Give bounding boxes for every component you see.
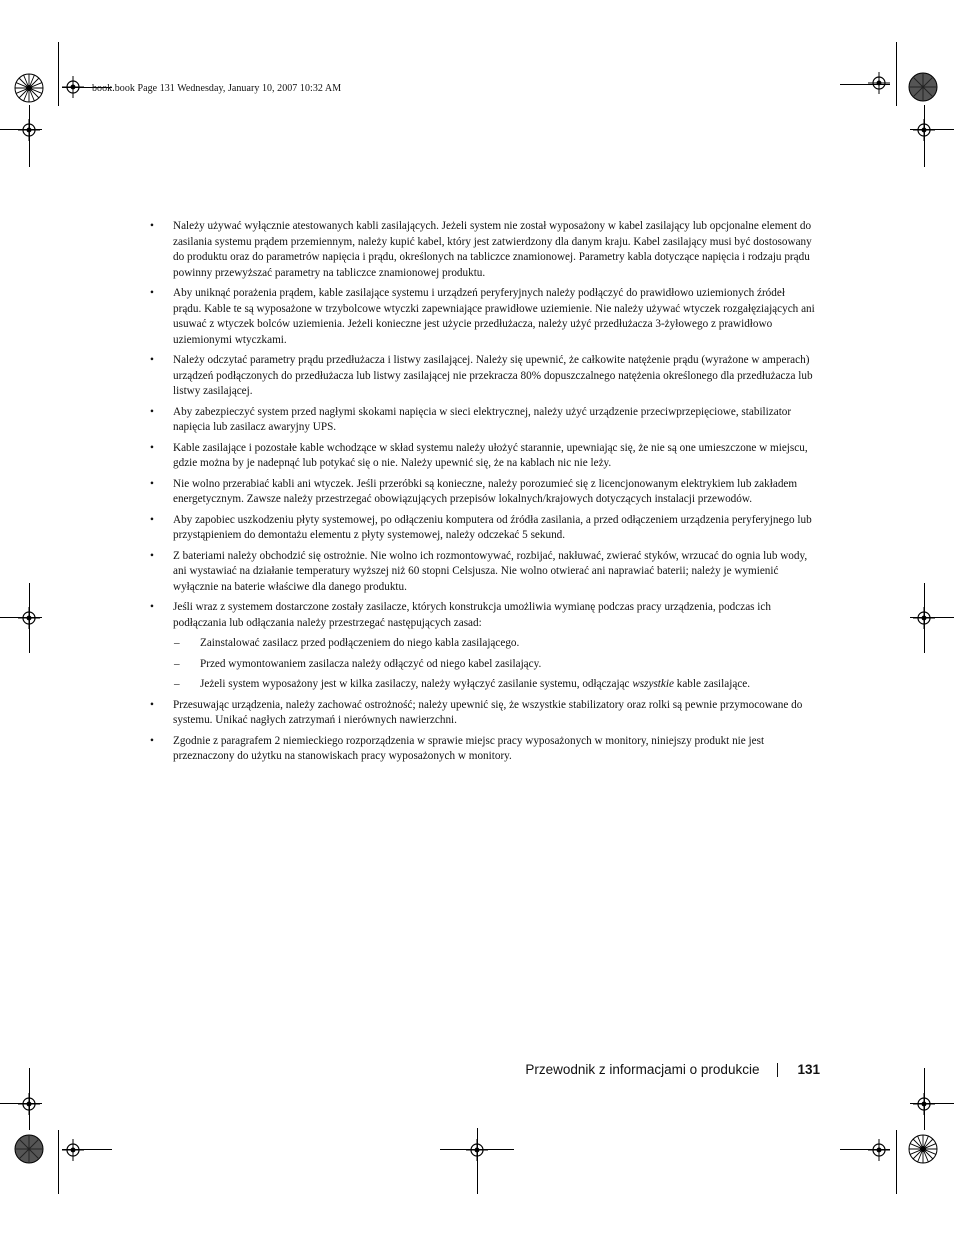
crop-mark [62, 1149, 112, 1150]
bullet-marker: • [150, 601, 154, 613]
list-item-text: Aby uniknąć porażenia prądem, kable zasilające systemu i urządzeń peryferyjnych należy podłączyć do prawidłowo uziemionych źródeł prądu. Kable te są wyposażone w trzybolcowe wtyczki zapewniające prawidłowe uziemienie. Nie należy używać wtyczek rozgałęziających ani usuwać z wtyczek bolców uziemienia. Jeżeli konieczne jest użycie przedłużacza, należy użyć przedłużacza 3-żyłowego z prawidłowo uziemionymi wtyczkami. [173, 287, 815, 346]
crop-mark [58, 42, 59, 106]
sub-list-item [147, 677, 815, 693]
registration-target-icon [868, 72, 890, 94]
bullet-marker: • [150, 405, 154, 418]
crop-mark [29, 583, 30, 653]
crop-mark [0, 617, 42, 618]
sub-list-item-text-start: Jeżeli system wyposażony jest w kilka zasilaczy, należy wyłączyć zasilanie systemu, odłączając [200, 678, 633, 690]
bullet-marker: • [150, 698, 154, 711]
page-number: 131 [797, 1062, 820, 1077]
crop-mark [896, 42, 897, 106]
list-item [147, 513, 815, 544]
list-item-text: Aby zabezpieczyć system przed nagłymi skokami napięcia w sieci elektrycznej, należy użyć urządzenie przeciwprzepięciowe, stabilizator napięcia lub zasilacz awaryjny UPS. [173, 405, 792, 433]
crop-mark [58, 1130, 59, 1194]
list-item-text: Należy używać wyłącznie atestowanych kabli zasilających. Jeżeli system nie został wyposażony w kabel zasilający lub opcjonalne element do zasilania systemu prądem przemiennym, należy kupić kabel, który jest zatwierdzony dla danym kraju. Kabel zasilający musi być dostosowany do produktu oraz do parametrów napięcia i prądu, określonych na tabliczce znamionowej. Parametry kabla dotyczące napięcia i rodzaju prądu powinny przewyższać parametry na tabliczce znamionowej produktu. [173, 220, 812, 279]
list-item [147, 734, 815, 765]
emphasis-text: wszystkie [632, 678, 674, 690]
crop-mark [840, 84, 890, 85]
crop-mark [910, 617, 954, 618]
list-item-text: Należy odczytać parametry prądu przedłużacza i listwy zasilającej. Należy się upewnić, że całkowite natężenie prądu (wyrażone w amperach) urządzeń podłączonych do przedłużacza lub listwy zasilającej nie przekracza 80% dopuszczalnego natężenia określonego dla przedłużacza lub listwy zasilającej. [173, 354, 813, 397]
crop-mark [29, 105, 30, 167]
bullet-marker: • [150, 513, 154, 526]
dash-marker: – [174, 657, 180, 670]
crop-mark [924, 583, 925, 653]
footer-title: Przewodnik z informacjami o produkcie [525, 1062, 760, 1077]
bullet-marker: • [150, 354, 154, 366]
list-item-text: Aby zapobiec uszkodzeniu płyty systemowej, po odłączeniu komputera od źródła zasilania, a przed odłączeniem urządzenia peryferyjnego lub przystąpieniem do demontażu elementu z płyty systemowej, należy odczekać 5 sekund. [173, 513, 812, 541]
list-item-text: Przesuwając urządzenia, należy zachować ostrożność; należy upewnić się, że wszystkie stabilizatory oraz rolki są pewnie przymocowane do systemu. Unikać nagłych zatrzymań i nierównych nawierzchni. [173, 698, 803, 726]
print-slug: book.book Page 131 Wednesday, January 10, 2007 10:32 AM [92, 83, 342, 94]
crop-mark [896, 1130, 897, 1194]
color-bar-sun-icon [908, 1134, 938, 1164]
list-item-text: Nie wolno przerabiać kabli ani wtyczek. Jeśli przeróbki są konieczne, należy porozumieć się z licencjonowanym elektrykiem lub zakładem energetycznym. Zawsze należy przestrzegać obowiązujących przepisów lokalnych/krajowych dotyczących instalacji przewodów. [173, 477, 798, 505]
list-item-text: Zgodnie z paragrafem 2 niemieckiego rozporządzenia w sprawie miejsc pracy wyposażonych w monitory, niniejszy produkt nie jest przeznaczony do użytku na stanowiskach pracy wyposażonych w monitory. [173, 734, 765, 762]
crop-mark [440, 1149, 514, 1150]
crop-mark [910, 1103, 954, 1104]
crop-mark [477, 1128, 478, 1194]
list-item-text: Z bateriami należy obchodzić się ostrożnie. Nie wolno ich rozmontowywać, rozbijać, nakłuwać, zwierać styków, wrzucać do ognia lub wody, ani wystawiać na działanie temperatury wyższej niż 60 stopni Celsjusza. Nie wolno otwierać ani naprawiać baterii; należy je wymienić wyłącznie na baterie właściwe dla danego produktu. [173, 549, 808, 593]
bullet-marker: • [150, 441, 154, 454]
list-item [147, 286, 815, 348]
crop-mark [924, 105, 925, 167]
crop-mark [29, 1068, 30, 1130]
registration-target-icon [62, 1139, 84, 1161]
bullet-marker: • [150, 477, 154, 490]
sub-list-item [147, 657, 815, 673]
list-item [147, 549, 815, 596]
list-item [147, 477, 815, 508]
list-item-text: Kable zasilające i pozostałe kable wchodzące w skład systemu należy ułożyć starannie, upewniając się, że nie są one umieszczone w miejscu, gdzie można by je nadepnąć lub potykać się o nie. Należy upewnić się, że na kablach nic nie leży. [173, 441, 808, 469]
list-item [147, 353, 815, 400]
dash-marker: – [174, 678, 180, 690]
sub-list-item-text: Przed wymontowaniem zasilacza należy odłączyć od niego kabel zasilający. [200, 657, 542, 670]
bullet-marker: • [150, 287, 154, 299]
list-item-text: Jeśli wraz z systemem dostarczone zostały zasilacze, których konstrukcja umożliwia wymianę podczas pracy urządzenia, podczas ich podłączania lub odłączania należy przestrzegać następujących zasad: [173, 601, 771, 629]
bullet-marker: • [150, 220, 154, 232]
crop-mark [924, 1068, 925, 1130]
list-item [147, 698, 815, 729]
page-footer [525, 1062, 820, 1077]
safety-instructions [147, 219, 815, 770]
crop-mark [910, 129, 954, 130]
list-item [147, 600, 815, 631]
registration-target-icon [868, 1139, 890, 1161]
crop-mark [0, 1103, 42, 1104]
list-item [147, 405, 815, 436]
footer-divider [777, 1063, 778, 1077]
list-item [147, 441, 815, 472]
color-bar-sun-icon [908, 72, 938, 102]
bullet-marker: • [150, 734, 154, 747]
bullet-marker: • [150, 549, 154, 562]
sub-list-item [147, 636, 815, 652]
color-bar-sun-icon [14, 73, 44, 103]
dash-marker: – [174, 637, 180, 649]
crop-mark [840, 1149, 890, 1150]
crop-mark [0, 129, 42, 130]
color-bar-sun-icon [14, 1134, 44, 1164]
sub-list-item-text-end: kable zasilające. [673, 678, 751, 690]
list-item [147, 219, 815, 281]
sub-list-item-text: Zainstalować zasilacz przed podłączeniem do niego kabla zasilającego. [200, 637, 520, 649]
